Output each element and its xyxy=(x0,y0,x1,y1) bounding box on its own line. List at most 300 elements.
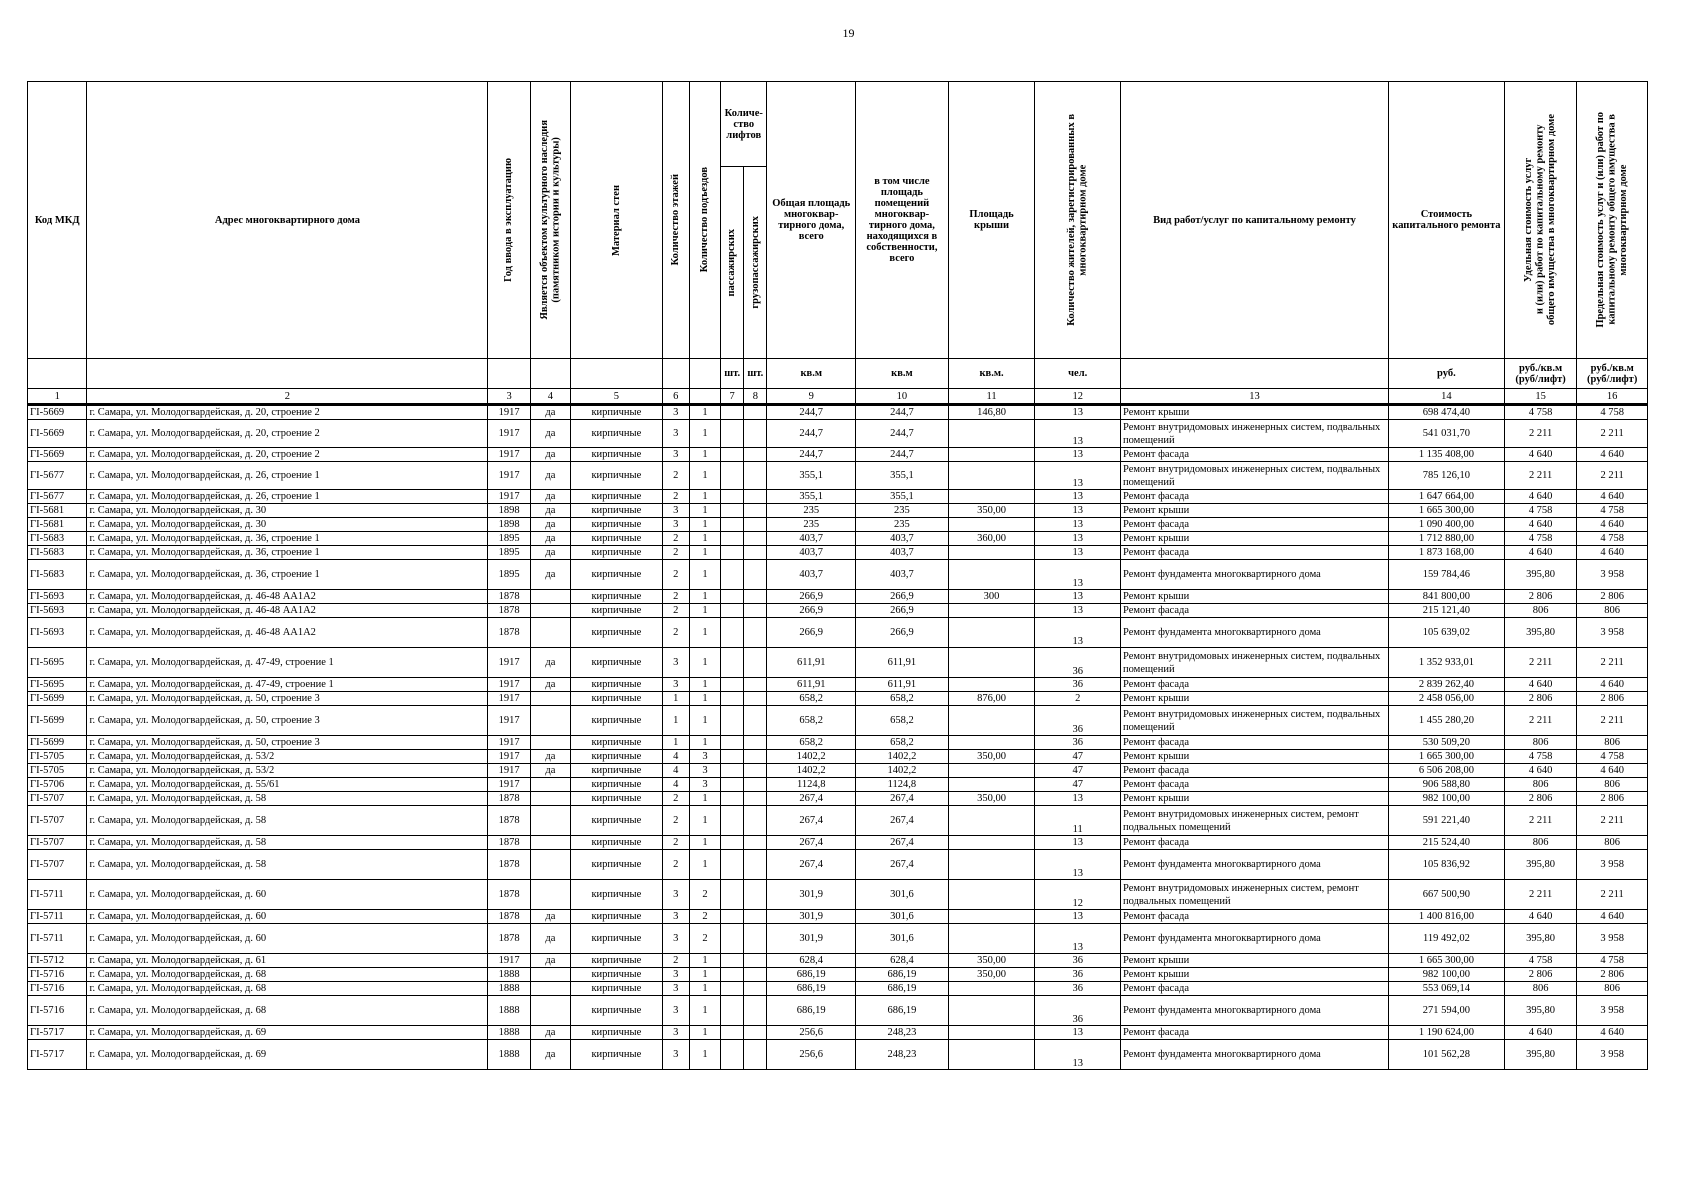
address-cell: г. Самара, ул. Молодогвардейская, д. 26, строение 1 xyxy=(87,462,488,490)
address-cell: г. Самара, ул. Молодогвардейская, д. 61 xyxy=(87,954,488,968)
table-row xyxy=(28,518,1648,532)
unit-cell xyxy=(662,359,689,389)
address-cell: г. Самара, ул. Молодогвардейская, д. 60 xyxy=(87,910,488,924)
floors-cell: 2 xyxy=(662,806,689,836)
cost-cell: 591 221,40 xyxy=(1388,806,1504,836)
col-number: 1 xyxy=(28,389,87,405)
work-type-cell: Ремонт крыши xyxy=(1121,405,1389,420)
material-cell: кирпичные xyxy=(571,532,663,546)
code-cell: ГI-5693 xyxy=(28,590,87,604)
year-cell: 1917 xyxy=(488,648,530,678)
floors-cell: 1 xyxy=(662,706,689,736)
work-type-cell: Ремонт фасада xyxy=(1121,1026,1389,1040)
max-cost-cell: 3 958 xyxy=(1577,1040,1648,1070)
year-cell: 1888 xyxy=(488,982,530,996)
year-cell: 1878 xyxy=(488,618,530,648)
code-cell: ГI-5711 xyxy=(28,924,87,954)
total-area-cell: 355,1 xyxy=(767,462,856,490)
total-area-cell: 235 xyxy=(767,504,856,518)
floors-cell: 2 xyxy=(662,836,689,850)
work-type-cell: Ремонт внутридомовых инженерных систем, подвальных помещений xyxy=(1121,706,1389,736)
address-cell: г. Самара, ул. Молодогвардейская, д. 46-48 АА1А2 xyxy=(87,590,488,604)
residents-cell: 13 xyxy=(1035,836,1121,850)
entrances-cell: 1 xyxy=(689,1026,720,1040)
entrances-cell: 1 xyxy=(689,560,720,590)
cost-cell: 271 594,00 xyxy=(1388,996,1504,1026)
year-cell: 1888 xyxy=(488,968,530,982)
table-row xyxy=(28,604,1648,618)
incl-area-cell: 267,4 xyxy=(856,792,949,806)
year-cell: 1898 xyxy=(488,504,530,518)
total-area-cell: 1402,2 xyxy=(767,764,856,778)
floors-cell: 3 xyxy=(662,405,689,420)
lifts-pass-cell xyxy=(721,880,744,910)
unit-cell xyxy=(87,359,488,389)
cost-cell: 101 562,28 xyxy=(1388,1040,1504,1070)
col-number: 7 xyxy=(721,389,744,405)
material-cell: кирпичные xyxy=(571,880,663,910)
unit-cost-cell: 4 758 xyxy=(1504,750,1577,764)
entrances-cell: 2 xyxy=(689,910,720,924)
header-work: Вид работ/услуг по капитальному ремонту xyxy=(1121,82,1389,359)
incl-area-cell: 267,4 xyxy=(856,836,949,850)
max-cost-cell: 3 958 xyxy=(1577,924,1648,954)
lifts-pass-cell xyxy=(721,924,744,954)
lifts-cargo-cell xyxy=(744,604,767,618)
code-cell: ГI-5716 xyxy=(28,968,87,982)
table-row xyxy=(28,618,1648,648)
material-cell: кирпичные xyxy=(571,590,663,604)
lifts-cargo-cell xyxy=(744,490,767,504)
heritage-cell xyxy=(530,968,570,982)
lifts-pass-cell xyxy=(721,982,744,996)
unit-cost-cell: 2 806 xyxy=(1504,590,1577,604)
col-number: 6 xyxy=(662,389,689,405)
work-type-cell: Ремонт внутридомовых инженерных систем, подвальных помещений xyxy=(1121,648,1389,678)
code-cell: ГI-5706 xyxy=(28,778,87,792)
residents-cell: 13 xyxy=(1035,420,1121,448)
max-cost-cell: 4 640 xyxy=(1577,1026,1648,1040)
unit-cost-cell: 2 211 xyxy=(1504,880,1577,910)
work-type-cell: Ремонт фасада xyxy=(1121,448,1389,462)
col-number: 12 xyxy=(1035,389,1121,405)
entrances-cell: 3 xyxy=(689,750,720,764)
floors-cell: 2 xyxy=(662,532,689,546)
code-cell: ГI-5669 xyxy=(28,420,87,448)
incl-area-cell: 686,19 xyxy=(856,968,949,982)
heritage-cell xyxy=(530,982,570,996)
max-cost-cell: 2 211 xyxy=(1577,806,1648,836)
lifts-pass-cell xyxy=(721,1026,744,1040)
lifts-cargo-cell xyxy=(744,778,767,792)
total-area-cell: 266,9 xyxy=(767,604,856,618)
material-cell: кирпичные xyxy=(571,924,663,954)
incl-area-cell: 628,4 xyxy=(856,954,949,968)
max-cost-cell: 4 758 xyxy=(1577,750,1648,764)
cost-cell: 2 839 262,40 xyxy=(1388,678,1504,692)
col-number: 9 xyxy=(767,389,856,405)
floors-cell: 3 xyxy=(662,678,689,692)
code-cell: ГI-5681 xyxy=(28,504,87,518)
incl-area-cell: 658,2 xyxy=(856,706,949,736)
roof-area-cell: 300 xyxy=(948,590,1035,604)
code-cell: ГI-5711 xyxy=(28,880,87,910)
address-cell: г. Самара, ул. Молодогвардейская, д. 46-48 АА1А2 xyxy=(87,604,488,618)
code-cell: ГI-5693 xyxy=(28,604,87,618)
floors-cell: 3 xyxy=(662,518,689,532)
year-cell: 1878 xyxy=(488,792,530,806)
entrances-cell: 1 xyxy=(689,836,720,850)
unit-cost-cell: 4 758 xyxy=(1504,532,1577,546)
cost-cell: 698 474,40 xyxy=(1388,405,1504,420)
work-type-cell: Ремонт внутридомовых инженерных систем, подвальных помещений xyxy=(1121,420,1389,448)
total-area-cell: 267,4 xyxy=(767,836,856,850)
floors-cell: 4 xyxy=(662,778,689,792)
year-cell: 1917 xyxy=(488,678,530,692)
roof-area-cell xyxy=(948,982,1035,996)
unit-cost-cell: 4 640 xyxy=(1504,490,1577,504)
material-cell: кирпичные xyxy=(571,764,663,778)
entrances-cell: 1 xyxy=(689,1040,720,1070)
material-cell: кирпичные xyxy=(571,490,663,504)
material-cell: кирпичные xyxy=(571,462,663,490)
year-cell: 1888 xyxy=(488,996,530,1026)
lifts-pass-cell xyxy=(721,448,744,462)
incl-area-cell: 248,23 xyxy=(856,1040,949,1070)
entrances-cell: 1 xyxy=(689,792,720,806)
unit-kvm-3: кв.м. xyxy=(948,359,1035,389)
cost-cell: 1 665 300,00 xyxy=(1388,504,1504,518)
residents-cell: 13 xyxy=(1035,518,1121,532)
address-cell: г. Самара, ул. Молодогвардейская, д. 36, строение 1 xyxy=(87,560,488,590)
code-cell: ГI-5693 xyxy=(28,618,87,648)
header-max-cost: Предельная стоимость услуг и (или) работ по капитальному ремонту общего имущества в многоквартирном доме xyxy=(1577,82,1648,359)
max-cost-cell: 4 640 xyxy=(1577,490,1648,504)
cost-cell: 982 100,00 xyxy=(1388,792,1504,806)
lifts-pass-cell xyxy=(721,792,744,806)
unit-cost-cell: 395,80 xyxy=(1504,560,1577,590)
material-cell: кирпичные xyxy=(571,648,663,678)
max-cost-cell: 4 640 xyxy=(1577,764,1648,778)
max-cost-cell: 3 958 xyxy=(1577,996,1648,1026)
lifts-pass-cell xyxy=(721,420,744,448)
lifts-pass-cell xyxy=(721,850,744,880)
residents-cell: 11 xyxy=(1035,806,1121,836)
floors-cell: 3 xyxy=(662,448,689,462)
unit-cell xyxy=(530,359,570,389)
entrances-cell: 2 xyxy=(689,924,720,954)
heritage-cell xyxy=(530,806,570,836)
header-unit-cost: Удельная стоимость услуг и (или) работ по капитальному ремонту общего имущества в многоквартирном доме xyxy=(1504,82,1577,359)
address-cell: г. Самара, ул. Молодогвардейская, д. 50, строение 3 xyxy=(87,706,488,736)
code-cell: ГI-5699 xyxy=(28,692,87,706)
lifts-pass-cell xyxy=(721,706,744,736)
entrances-cell: 1 xyxy=(689,532,720,546)
floors-cell: 2 xyxy=(662,560,689,590)
total-area-cell: 403,7 xyxy=(767,546,856,560)
max-cost-cell: 3 958 xyxy=(1577,850,1648,880)
address-cell: г. Самара, ул. Молодогвардейская, д. 46-48 АА1А2 xyxy=(87,618,488,648)
material-cell: кирпичные xyxy=(571,604,663,618)
cost-cell: 105 639,02 xyxy=(1388,618,1504,648)
roof-area-cell xyxy=(948,560,1035,590)
total-area-cell: 301,9 xyxy=(767,924,856,954)
total-area-cell: 235 xyxy=(767,518,856,532)
lifts-pass-cell xyxy=(721,462,744,490)
year-cell: 1917 xyxy=(488,692,530,706)
material-cell: кирпичные xyxy=(571,806,663,836)
unit-cost-cell: 4 758 xyxy=(1504,405,1577,420)
total-area-cell: 628,4 xyxy=(767,954,856,968)
heritage-cell: да xyxy=(530,490,570,504)
max-cost-cell: 806 xyxy=(1577,604,1648,618)
total-area-cell: 267,4 xyxy=(767,850,856,880)
lifts-cargo-cell xyxy=(744,706,767,736)
table-row xyxy=(28,590,1648,604)
unit-sht-2: шт. xyxy=(744,359,767,389)
entrances-cell: 1 xyxy=(689,954,720,968)
column-numbers-row xyxy=(28,389,1648,405)
table-row xyxy=(28,778,1648,792)
lifts-cargo-cell xyxy=(744,806,767,836)
heritage-cell: да xyxy=(530,750,570,764)
floors-cell: 3 xyxy=(662,1040,689,1070)
incl-area-cell: 658,2 xyxy=(856,736,949,750)
residents-cell: 13 xyxy=(1035,490,1121,504)
max-cost-cell: 806 xyxy=(1577,836,1648,850)
max-cost-cell: 4 640 xyxy=(1577,910,1648,924)
residents-cell: 13 xyxy=(1035,1026,1121,1040)
cost-cell: 1 400 816,00 xyxy=(1388,910,1504,924)
code-cell: ГI-5707 xyxy=(28,850,87,880)
heritage-cell xyxy=(530,996,570,1026)
residents-cell: 36 xyxy=(1035,954,1121,968)
roof-area-cell xyxy=(948,880,1035,910)
lifts-cargo-cell xyxy=(744,518,767,532)
lifts-pass-cell xyxy=(721,996,744,1026)
col-number: 2 xyxy=(87,389,488,405)
lifts-cargo-cell xyxy=(744,750,767,764)
total-area-cell: 256,6 xyxy=(767,1040,856,1070)
heritage-cell: да xyxy=(530,764,570,778)
total-area-cell: 611,91 xyxy=(767,648,856,678)
year-cell: 1917 xyxy=(488,750,530,764)
code-cell: ГI-5669 xyxy=(28,448,87,462)
lifts-cargo-cell xyxy=(744,1040,767,1070)
work-type-cell: Ремонт крыши xyxy=(1121,750,1389,764)
address-cell: г. Самара, ул. Молодогвардейская, д. 47-49, строение 1 xyxy=(87,648,488,678)
total-area-cell: 244,7 xyxy=(767,405,856,420)
total-area-cell: 686,19 xyxy=(767,996,856,1026)
address-cell: г. Самара, ул. Молодогвардейская, д. 58 xyxy=(87,850,488,880)
lifts-cargo-cell xyxy=(744,504,767,518)
incl-area-cell: 235 xyxy=(856,518,949,532)
floors-cell: 3 xyxy=(662,420,689,448)
address-cell: г. Самара, ул. Молодогвардейская, д. 20, строение 2 xyxy=(87,405,488,420)
material-cell: кирпичные xyxy=(571,954,663,968)
year-cell: 1878 xyxy=(488,836,530,850)
year-cell: 1917 xyxy=(488,448,530,462)
residents-cell: 13 xyxy=(1035,924,1121,954)
cost-cell: 1 090 400,00 xyxy=(1388,518,1504,532)
heritage-cell xyxy=(530,778,570,792)
year-cell: 1917 xyxy=(488,420,530,448)
unit-cost-cell: 395,80 xyxy=(1504,1040,1577,1070)
unit-cost-cell: 2 211 xyxy=(1504,420,1577,448)
residents-cell: 13 xyxy=(1035,448,1121,462)
total-area-cell: 266,9 xyxy=(767,618,856,648)
material-cell: кирпичные xyxy=(571,518,663,532)
residents-cell: 36 xyxy=(1035,968,1121,982)
max-cost-cell: 4 640 xyxy=(1577,448,1648,462)
lifts-cargo-cell xyxy=(744,1026,767,1040)
header-year: Год ввода в эксплуатацию xyxy=(488,82,530,359)
residents-cell: 36 xyxy=(1035,706,1121,736)
heritage-cell: да xyxy=(530,954,570,968)
max-cost-cell: 2 211 xyxy=(1577,648,1648,678)
header-floors: Количество этажей xyxy=(662,82,689,359)
heritage-cell: да xyxy=(530,532,570,546)
material-cell: кирпичные xyxy=(571,448,663,462)
unit-kvm-2: кв.м xyxy=(856,359,949,389)
floors-cell: 4 xyxy=(662,750,689,764)
material-cell: кирпичные xyxy=(571,560,663,590)
roof-area-cell: 876,00 xyxy=(948,692,1035,706)
total-area-cell: 301,9 xyxy=(767,910,856,924)
header-lifts-pass: пассажирских xyxy=(721,167,744,359)
address-cell: г. Самара, ул. Молодогвардейская, д. 68 xyxy=(87,968,488,982)
year-cell: 1895 xyxy=(488,546,530,560)
header-entrances: Количество подъездов xyxy=(689,82,720,359)
table-row xyxy=(28,910,1648,924)
cost-cell: 6 506 208,00 xyxy=(1388,764,1504,778)
roof-area-cell: 350,00 xyxy=(948,968,1035,982)
year-cell: 1898 xyxy=(488,518,530,532)
heritage-cell: да xyxy=(530,448,570,462)
max-cost-cell: 4 758 xyxy=(1577,405,1648,420)
code-cell: ГI-5711 xyxy=(28,910,87,924)
year-cell: 1878 xyxy=(488,850,530,880)
header-lifts: Количе-ство лифтов xyxy=(721,82,767,167)
code-cell: ГI-5712 xyxy=(28,954,87,968)
entrances-cell: 1 xyxy=(689,736,720,750)
code-cell: ГI-5695 xyxy=(28,648,87,678)
code-cell: ГI-5695 xyxy=(28,678,87,692)
incl-area-cell: 1124,8 xyxy=(856,778,949,792)
cost-cell: 906 588,80 xyxy=(1388,778,1504,792)
max-cost-cell: 2 211 xyxy=(1577,420,1648,448)
cost-cell: 1 665 300,00 xyxy=(1388,750,1504,764)
heritage-cell xyxy=(530,850,570,880)
incl-area-cell: 266,9 xyxy=(856,590,949,604)
residents-cell: 13 xyxy=(1035,504,1121,518)
lifts-pass-cell xyxy=(721,954,744,968)
address-cell: г. Самара, ул. Молодогвардейская, д. 68 xyxy=(87,996,488,1026)
header-material: Материал стен xyxy=(571,82,663,359)
unit-cost-cell: 395,80 xyxy=(1504,924,1577,954)
roof-area-cell xyxy=(948,910,1035,924)
total-area-cell: 266,9 xyxy=(767,590,856,604)
material-cell: кирпичные xyxy=(571,736,663,750)
total-area-cell: 658,2 xyxy=(767,706,856,736)
roof-area-cell xyxy=(948,604,1035,618)
roof-area-cell xyxy=(948,420,1035,448)
address-cell: г. Самара, ул. Молодогвардейская, д. 58 xyxy=(87,836,488,850)
unit-rub-kvm-2: руб./кв.м (руб/лифт) xyxy=(1577,359,1648,389)
residents-cell: 2 xyxy=(1035,692,1121,706)
entrances-cell: 1 xyxy=(689,648,720,678)
work-type-cell: Ремонт фундамента многоквартирного дома xyxy=(1121,850,1389,880)
unit-cost-cell: 4 758 xyxy=(1504,954,1577,968)
lifts-pass-cell xyxy=(721,532,744,546)
year-cell: 1878 xyxy=(488,924,530,954)
code-cell: ГI-5699 xyxy=(28,706,87,736)
heritage-cell xyxy=(530,736,570,750)
code-cell: ГI-5707 xyxy=(28,792,87,806)
residents-cell: 13 xyxy=(1035,604,1121,618)
header-incl-area: в том числе площадь помещений многоквар-тирного дома, находящихся в собственности, всего xyxy=(856,82,949,359)
roof-area-cell xyxy=(948,736,1035,750)
work-type-cell: Ремонт фасада xyxy=(1121,490,1389,504)
unit-cell xyxy=(571,359,663,389)
incl-area-cell: 244,7 xyxy=(856,420,949,448)
col-number: 16 xyxy=(1577,389,1648,405)
address-cell: г. Самара, ул. Молодогвардейская, д. 20, строение 2 xyxy=(87,448,488,462)
unit-cost-cell: 2 211 xyxy=(1504,462,1577,490)
code-cell: ГI-5705 xyxy=(28,750,87,764)
lifts-pass-cell xyxy=(721,590,744,604)
address-cell: г. Самара, ул. Молодогвардейская, д. 60 xyxy=(87,924,488,954)
max-cost-cell: 2 806 xyxy=(1577,590,1648,604)
cost-cell: 159 784,46 xyxy=(1388,560,1504,590)
cost-cell: 667 500,90 xyxy=(1388,880,1504,910)
lifts-pass-cell xyxy=(721,648,744,678)
incl-area-cell: 686,19 xyxy=(856,982,949,996)
roof-area-cell xyxy=(948,490,1035,504)
table-row xyxy=(28,806,1648,836)
code-cell: ГI-5677 xyxy=(28,462,87,490)
entrances-cell: 1 xyxy=(689,490,720,504)
incl-area-cell: 403,7 xyxy=(856,546,949,560)
total-area-cell: 403,7 xyxy=(767,532,856,546)
header-residents: Количество жителей, зарегистрированных в многоквартирном доме xyxy=(1035,82,1121,359)
floors-cell: 2 xyxy=(662,850,689,880)
heritage-cell xyxy=(530,706,570,736)
cost-cell: 105 836,92 xyxy=(1388,850,1504,880)
roof-area-cell xyxy=(948,678,1035,692)
max-cost-cell: 806 xyxy=(1577,736,1648,750)
col-number: 13 xyxy=(1121,389,1389,405)
table-row xyxy=(28,736,1648,750)
roof-area-cell xyxy=(948,448,1035,462)
lifts-pass-cell xyxy=(721,736,744,750)
work-type-cell: Ремонт крыши xyxy=(1121,532,1389,546)
total-area-cell: 244,7 xyxy=(767,420,856,448)
floors-cell: 2 xyxy=(662,546,689,560)
cost-cell: 541 031,70 xyxy=(1388,420,1504,448)
unit-cost-cell: 4 640 xyxy=(1504,518,1577,532)
code-cell: ГI-5716 xyxy=(28,982,87,996)
floors-cell: 3 xyxy=(662,982,689,996)
roof-area-cell xyxy=(948,996,1035,1026)
floors-cell: 3 xyxy=(662,648,689,678)
total-area-cell: 658,2 xyxy=(767,736,856,750)
roof-area-cell xyxy=(948,850,1035,880)
incl-area-cell: 355,1 xyxy=(856,490,949,504)
heritage-cell: да xyxy=(530,910,570,924)
floors-cell: 2 xyxy=(662,604,689,618)
incl-area-cell: 244,7 xyxy=(856,405,949,420)
